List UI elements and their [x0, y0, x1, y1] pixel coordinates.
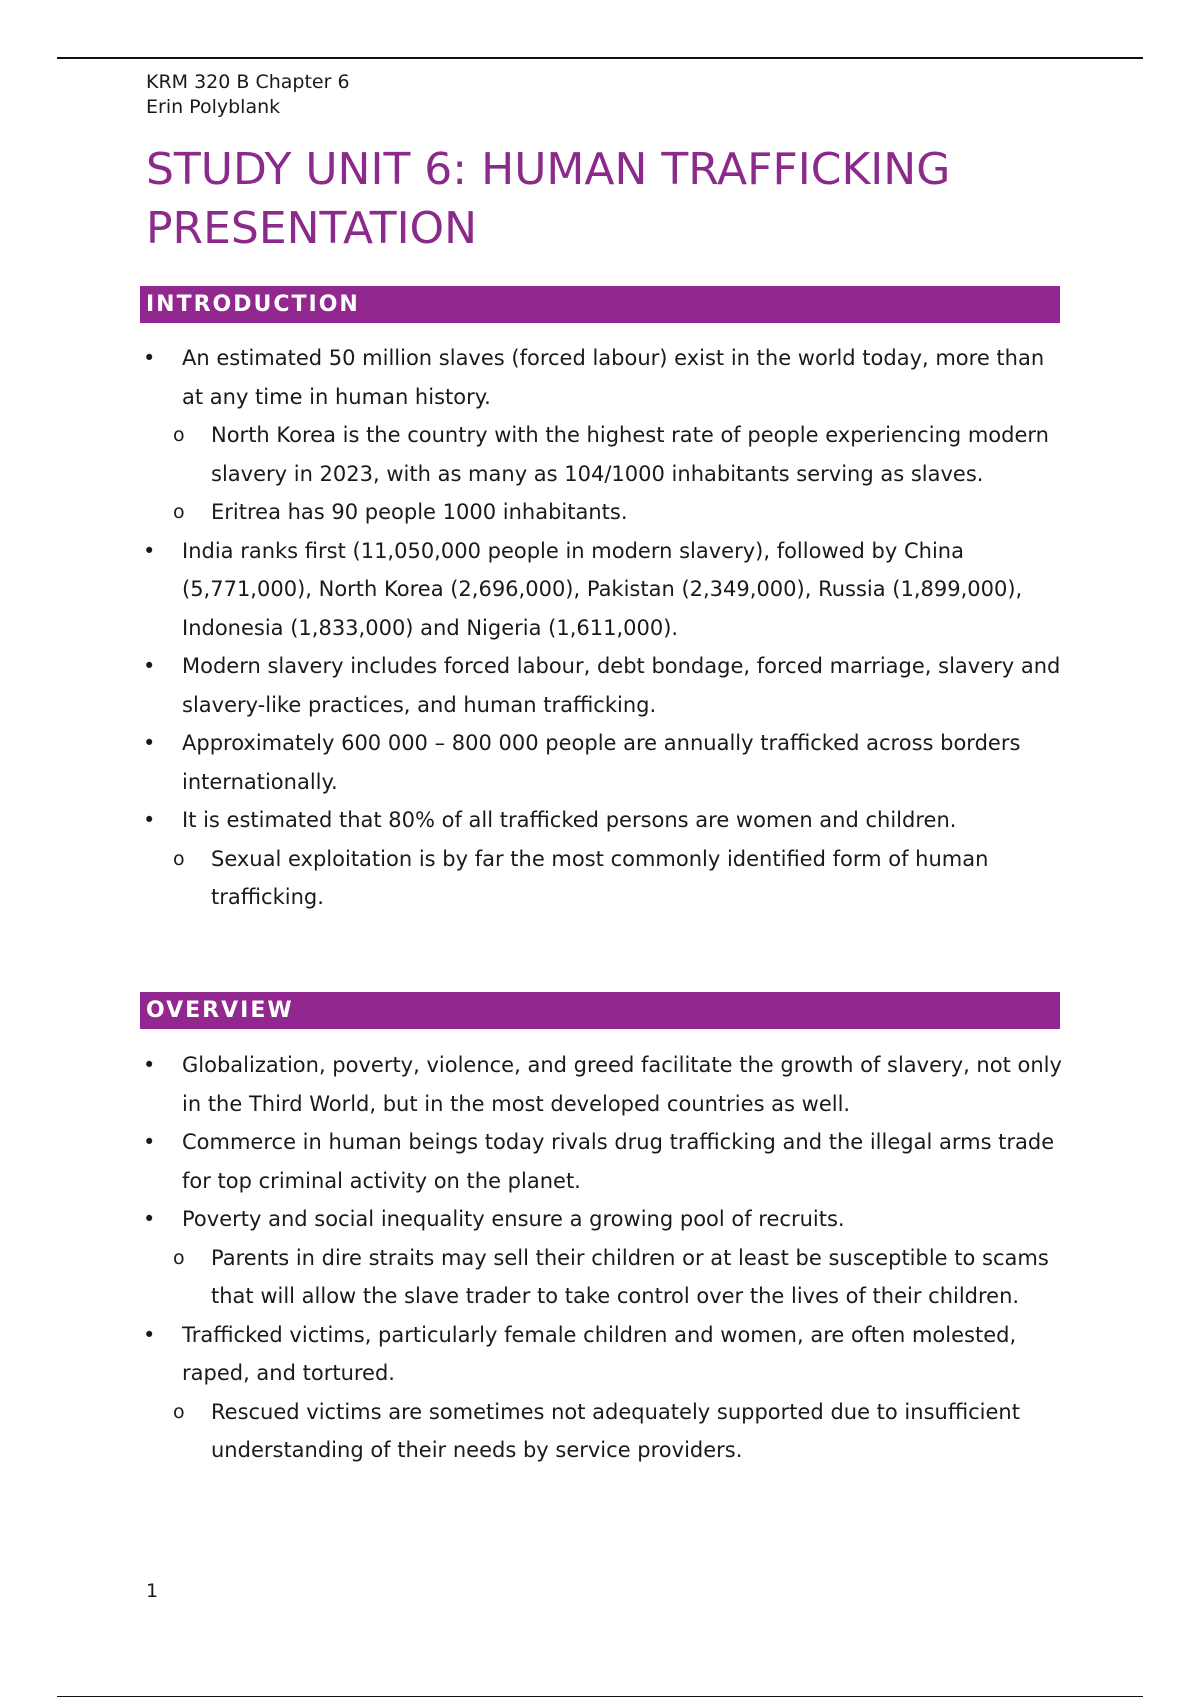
course-label: KRM 320 B Chapter 6 — [146, 71, 350, 93]
bullet-dot-icon: • — [143, 731, 156, 755]
list-item-text: Poverty and social inequality ensure a growing pool of recruits. — [182, 1207, 845, 1231]
section-heading-introduction: INTRODUCTION — [140, 286, 1060, 323]
sub-list-item — [140, 416, 1070, 493]
overview-list — [140, 1046, 1070, 1470]
list-item-text: An estimated 50 million slaves (forced labour) exist in the world today, more than at any time in human history. — [182, 346, 1045, 409]
list-item — [140, 1200, 1070, 1239]
list-item — [140, 1123, 1070, 1200]
list-item-text: Parents in dire straits may sell their children or at least be susceptible to scams that will allow the slave trader to take control over the lives of their children. — [211, 1245, 1049, 1308]
sub-list-item — [140, 1239, 1070, 1316]
list-item — [140, 532, 1070, 648]
introduction-list — [140, 339, 1070, 917]
bullet-dot-icon: • — [143, 1322, 156, 1347]
sub-list-item — [140, 1393, 1070, 1470]
list-item — [140, 724, 1070, 801]
list-item — [140, 801, 1070, 840]
list-item-text: Globalization, poverty, violence, and greed facilitate the growth of slavery, not only in the Third World, but in the most developed countries as well. — [182, 1053, 1062, 1116]
list-item-text: Modern slavery includes forced labour, debt bondage, forced marriage, slavery and slavery-like practices, and human trafficking. — [182, 654, 1061, 717]
list-item — [140, 647, 1070, 724]
bullet-dot-icon: • — [143, 1130, 156, 1154]
list-item-text: Commerce in human beings today rivals drug trafficking and the illegal arms trade for top criminal activity on the planet. — [182, 1130, 1055, 1193]
list-item-text: North Korea is the country with the highest rate of people experiencing modern slavery in 2023, with as many as 104/1000 inhabitants serving as slaves. — [211, 423, 1049, 486]
top-rule — [57, 57, 1143, 59]
document-header — [146, 70, 350, 120]
bullet-circle-icon: o — [173, 501, 185, 523]
bullet-circle-icon: o — [173, 1246, 185, 1269]
bullet-dot-icon: • — [143, 1053, 156, 1077]
bullet-dot-icon: • — [143, 808, 156, 832]
list-item — [140, 339, 1070, 416]
list-item-text: Eritrea has 90 people 1000 inhabitants. — [211, 500, 628, 524]
list-item — [140, 1046, 1070, 1123]
list-item-text: It is estimated that 80% of all trafficked persons are women and children. — [182, 808, 957, 832]
section-heading-overview: OVERVIEW — [140, 992, 1060, 1029]
author-name: Erin Polyblank — [146, 96, 281, 118]
list-item-text: India ranks first (11,050,000 people in modern slavery), followed by China (5,771,000), North Korea (2,696,000), Pakistan (2,349,000), Russia (1,899,000), Indonesia (1,833,000) and Nigeria (1,611,000). — [182, 538, 1023, 640]
sub-list-item — [140, 840, 1070, 917]
sub-list-item — [140, 493, 1070, 532]
page-number: 1 — [146, 1580, 159, 1602]
list-item-text: Sexual exploitation is by far the most commonly identified form of human trafficking. — [211, 846, 989, 909]
bullet-circle-icon: o — [173, 424, 185, 446]
bullet-dot-icon: • — [143, 538, 156, 563]
list-item-text: Rescued victims are sometimes not adequately supported due to insufficient understanding of their needs by service providers. — [211, 1399, 1020, 1462]
page-title: STUDY UNIT 6: HUMAN TRAFFICKING PRESENTATION — [146, 144, 951, 254]
bullet-dot-icon: • — [143, 654, 156, 678]
bottom-rule — [57, 1696, 1143, 1697]
bullet-circle-icon: o — [173, 1400, 185, 1423]
list-item — [140, 1316, 1070, 1393]
list-item-text: Approximately 600 000 – 800 000 people are annually trafficked across borders internationally. — [182, 731, 1021, 794]
bullet-circle-icon: o — [173, 847, 185, 870]
list-item-text: Trafficked victims, particularly female children and women, are often molested, raped, and tortured. — [182, 1322, 1017, 1385]
bullet-dot-icon: • — [143, 346, 156, 370]
bullet-dot-icon: • — [143, 1207, 156, 1231]
